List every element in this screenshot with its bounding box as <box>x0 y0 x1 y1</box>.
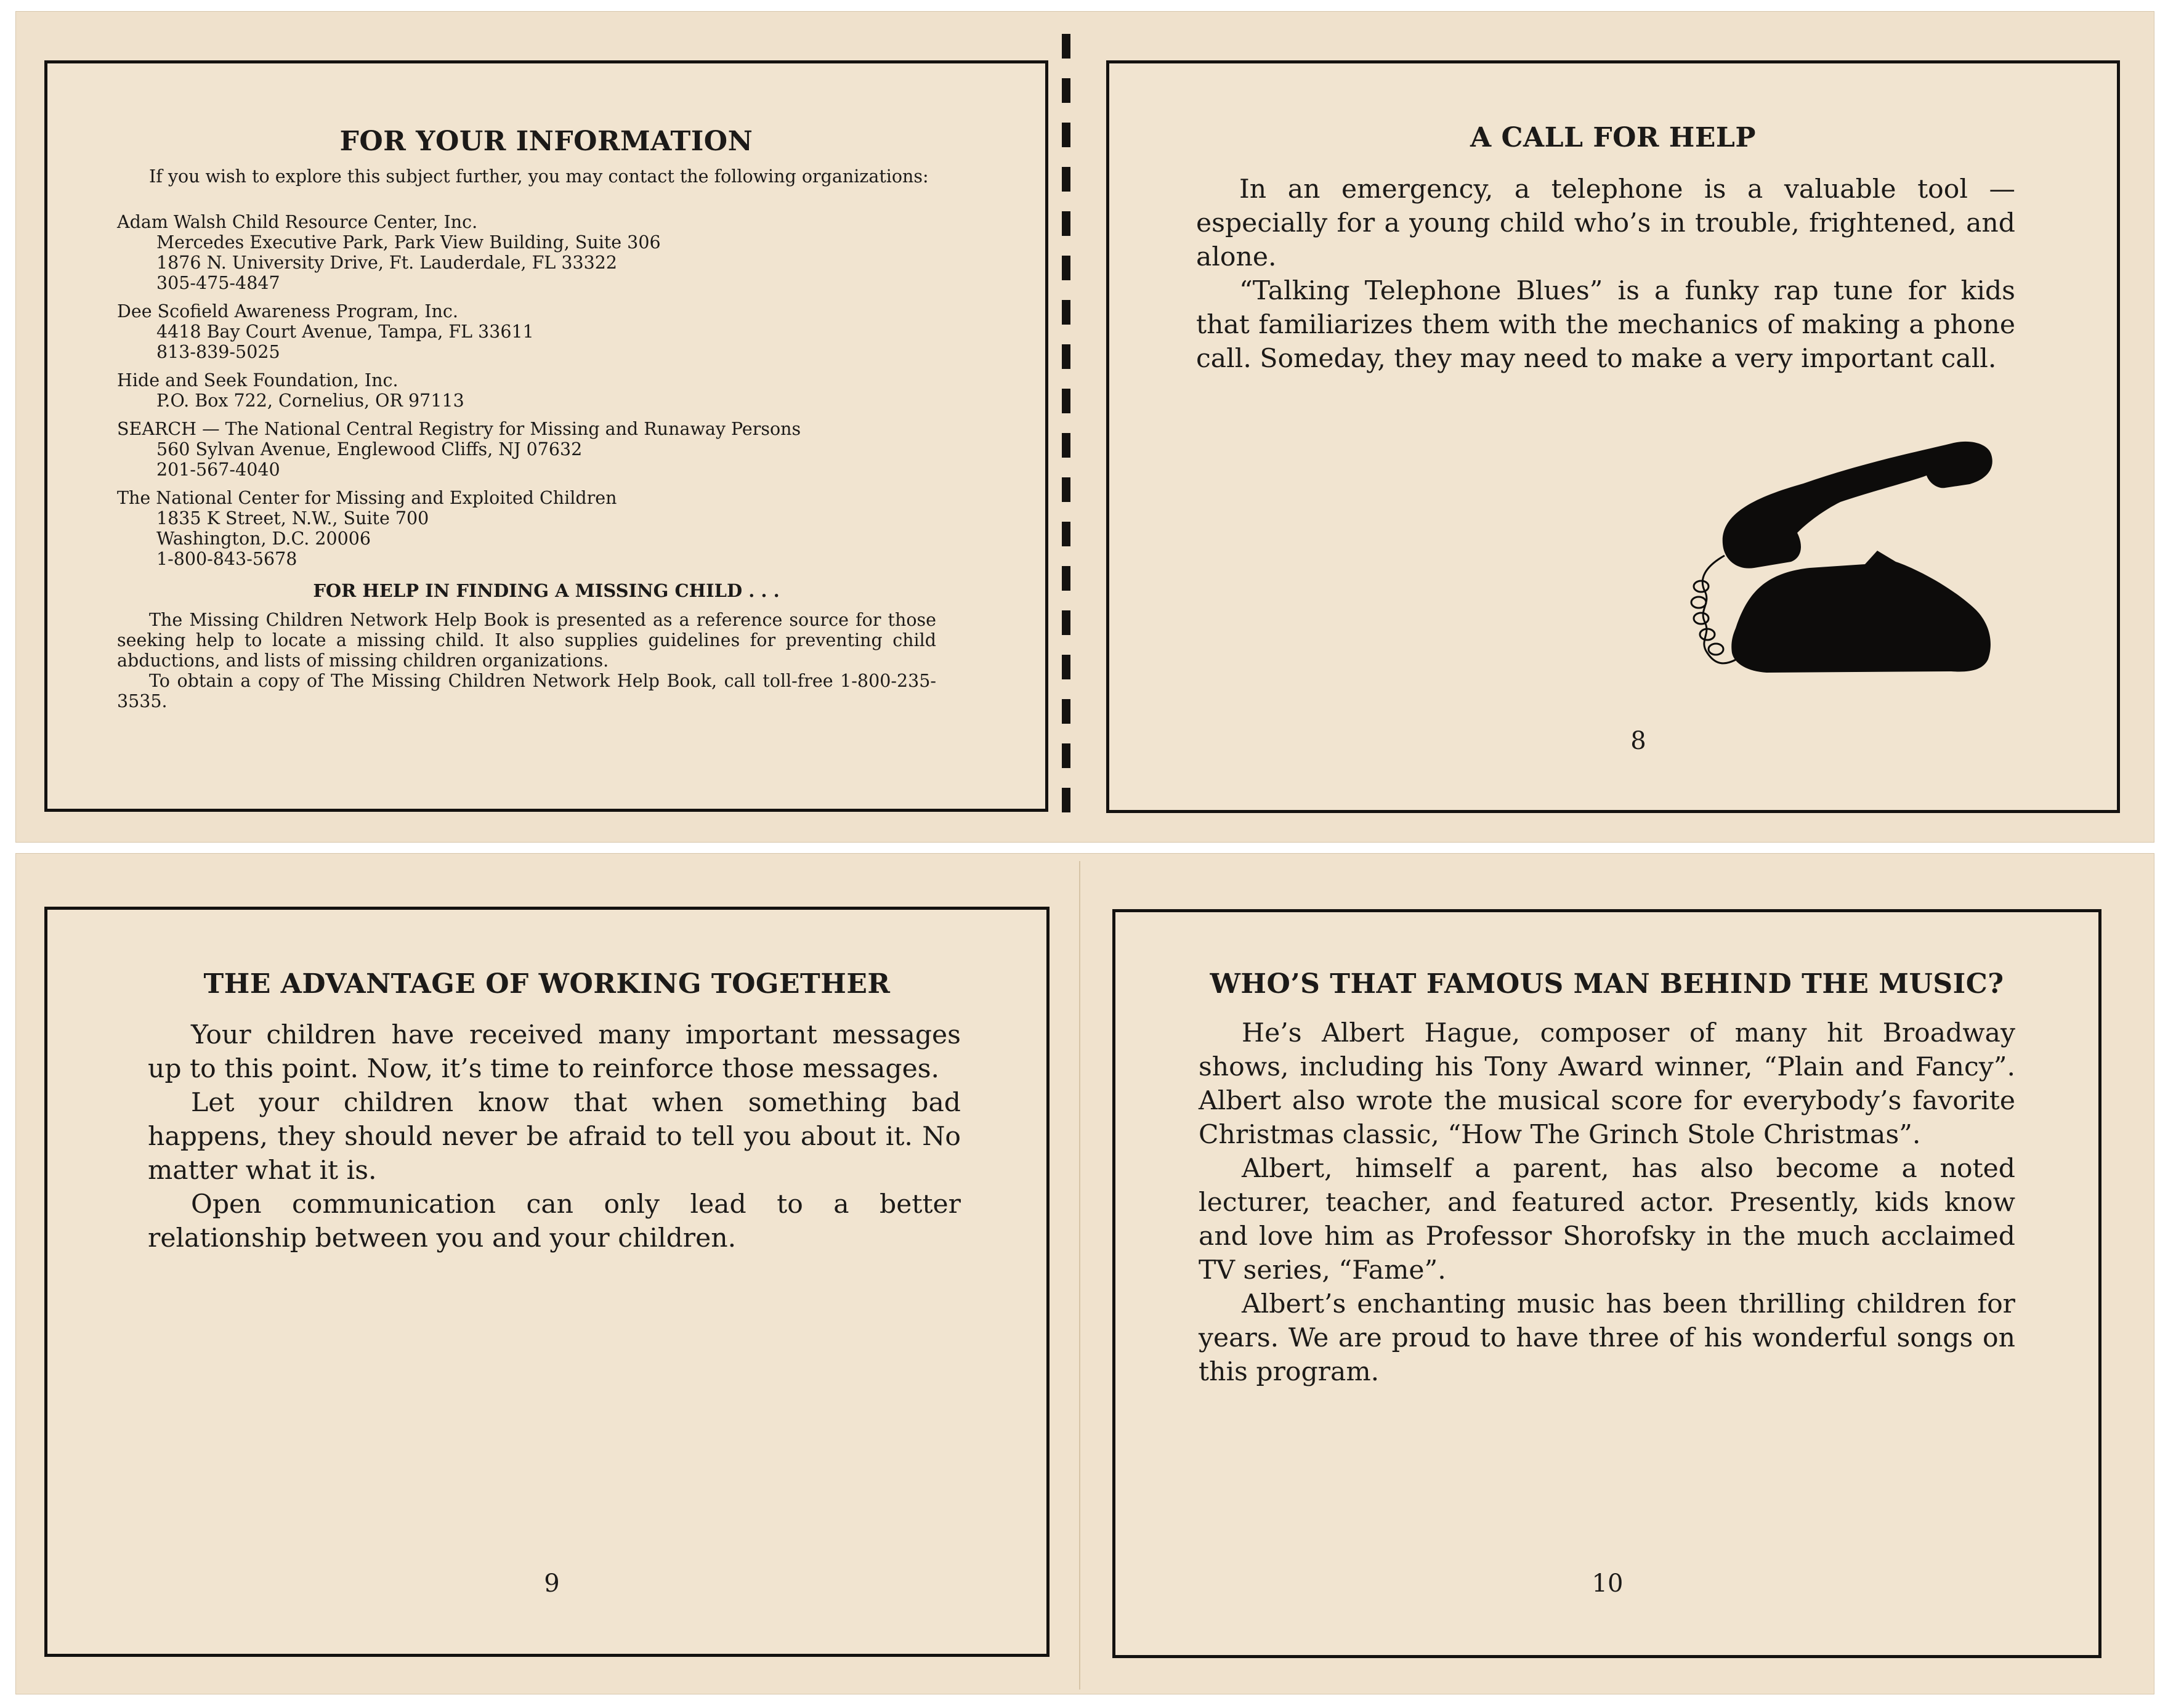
paragraph: He’s Albert Hague, composer of many hit Broadway shows, including his Tony Award winner, “Plain and Fancy”. Albert also wrote the musical score for everybody’s favorite Christmas classic, “How The Grinch Stole Christmas”. <box>1199 1018 2015 1150</box>
paragraph: In an emergency, a telephone is a valuable tool — especially for a young child who’s in trouble, frightened, and alone. <box>1196 174 2015 272</box>
page-7-subheading: FOR HELP IN FINDING A MISSING CHILD . . . <box>313 580 780 601</box>
organization-phone: 1-800-843-5678 <box>156 549 297 569</box>
paragraph: To obtain a copy of The Missing Children Network Help Book, call toll-free 1-800-235-3535. <box>117 671 936 711</box>
paragraph: Your children have received many important messages up to this point. Now, it’s time to reinforce those messages. <box>148 1020 961 1084</box>
page-7-title: FOR YOUR INFORMATION <box>339 126 753 157</box>
page-8-body <box>1196 172 2015 376</box>
organization-entry <box>117 370 936 411</box>
organization-name: SEARCH — The National Central Registry for Missing and Runaway Persons <box>117 419 801 439</box>
organization-entry <box>117 212 936 293</box>
organization-address-line: P.O. Box 722, Cornelius, OR 97113 <box>156 391 464 411</box>
page-8-title: A CALL FOR HELP <box>1470 122 1756 153</box>
organization-address-line: 1835 K Street, N.W., Suite 700 <box>156 508 429 528</box>
center-fold <box>1079 861 1080 1690</box>
organization-address-line: 1876 N. University Drive, Ft. Lauderdale, FL 33322 <box>156 253 618 273</box>
page-number: 9 <box>544 1569 560 1598</box>
organization-phone: 305-475-4847 <box>156 273 280 293</box>
organization-name: The National Center for Missing and Exploited Children <box>117 488 617 508</box>
organization-phone: 201-567-4040 <box>156 459 280 480</box>
organization-name: Adam Walsh Child Resource Center, Inc. <box>117 212 478 232</box>
page-number: 8 <box>1630 727 1646 755</box>
organization-address-line: Mercedes Executive Park, Park View Building, Suite 306 <box>156 232 661 253</box>
page-10-title: WHO’S THAT FAMOUS MAN BEHIND THE MUSIC? <box>1210 968 2004 1000</box>
paragraph: Let your children know that when something bad happens, they should never be afraid to tell you about it. No matter what it is. <box>148 1088 961 1186</box>
paragraph: Open communication can only lead to a better relationship between you and your children. <box>148 1189 961 1253</box>
paragraph: The Missing Children Network Help Book is presented as a reference source for those seeking help to locate a missing child. It also supplies guidelines for preventing child abductions, and lists of missing children organizations. <box>117 610 936 671</box>
organization-entry <box>117 419 936 480</box>
organization-list <box>117 212 936 577</box>
organization-address-line: Washington, D.C. 20006 <box>156 528 371 549</box>
page-7-body <box>117 610 936 711</box>
paragraph: “Talking Telephone Blues” is a funky rap tune for kids that familiarizes them with the mechanics of making a phone call. Someday, they may need to make a very important call. <box>1196 276 2015 374</box>
organization-entry <box>117 488 936 569</box>
organization-name: Dee Scofield Awareness Program, Inc. <box>117 301 458 322</box>
paragraph: Albert’s enchanting music has been thrilling children for years. We are proud to have three of his wonderful songs on this program. <box>1199 1289 2015 1387</box>
organization-name: Hide and Seek Foundation, Inc. <box>117 370 398 391</box>
organization-phone: 813-839-5025 <box>156 342 280 362</box>
page-9-body <box>148 1018 961 1255</box>
binding-stitches <box>1062 34 1070 828</box>
organization-address-line: 4418 Bay Court Avenue, Tampa, FL 33611 <box>156 322 534 342</box>
page-7-intro: If you wish to explore this subject further, you may contact the following organizations: <box>149 166 929 187</box>
page-9-title: THE ADVANTAGE OF WORKING TOGETHER <box>203 968 891 1000</box>
telephone-icon <box>1680 425 2025 696</box>
page-10-body <box>1199 1016 2015 1389</box>
page-number: 10 <box>1592 1569 1624 1598</box>
organization-address-line: 560 Sylvan Avenue, Englewood Cliffs, NJ 07632 <box>156 439 583 459</box>
organization-entry <box>117 301 936 362</box>
paragraph: Albert, himself a parent, has also become a noted lecturer, teacher, and featured actor. Presently, kids know and love him as Professor Shorofsky in the much acclaimed TV series, “Fame”. <box>1199 1154 2015 1285</box>
